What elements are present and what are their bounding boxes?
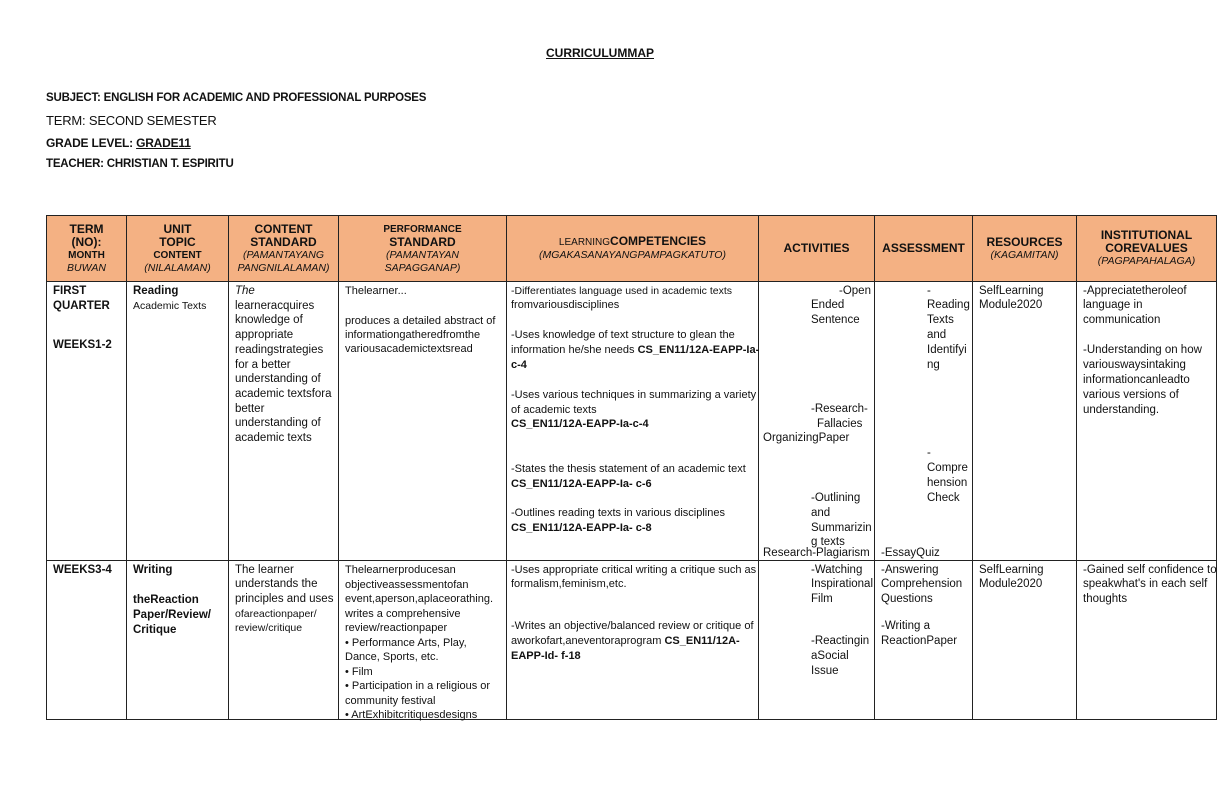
content-standard-cell xyxy=(229,282,339,561)
header-activities: ACTIVITIES xyxy=(759,216,875,282)
cell-line: academic texts xyxy=(235,432,312,444)
cell-line: review/reactionpaper xyxy=(345,622,448,634)
cell-line: readingstrategies xyxy=(235,343,324,356)
assessment-cell: - Reading Texts and Identifyi ng - Compre hension Check -EssayQuiz xyxy=(875,282,973,561)
cell-line: community festival xyxy=(345,694,436,707)
term-cell: FIRST QUARTER WEEKS1-2 xyxy=(47,282,127,561)
table-row xyxy=(47,282,1217,561)
performance-standard-cell: Thelearner... produces a detailed abstract of informationgatheredfromthe variousacademictextsread xyxy=(339,282,507,561)
assessment-cell: -Answering Comprehension Questions -Writing a ReactionPaper xyxy=(875,561,973,720)
term-line: TERM: SECOND SEMESTER xyxy=(46,113,217,128)
cell-line: objectiveassessmentofan xyxy=(345,578,469,591)
core-values-cell: -Appreciatetheroleof language in communication -Understanding on how variouswaysintaking informationcanleadto various versions of understanding. xyxy=(1077,282,1217,561)
cell-line: • Performance Arts, Play, xyxy=(345,636,467,649)
cell-line: better xyxy=(235,402,265,415)
cell-line: writes a comprehensive xyxy=(345,607,461,620)
resources-cell: SelfLearning Module2020 xyxy=(973,282,1077,561)
activities-cell: -Open Ended Sentence -Research- Fallacies OrganizingPaper -Outlining and Summarizin g texts Research-Plagiarism xyxy=(759,282,875,561)
cell-line: The xyxy=(235,285,255,297)
term-cell: WEEKS3-4 xyxy=(47,561,127,720)
competencies-cell: -Differentiates language used in academic texts fromvariousdisciplines -Uses knowledge of text structure to glean the information he/she needs CS_EN11/12A-EAPP-Ia- c-4 -Uses various techniques in summarizing a variety of academic texts CS_EN11/12A-EAPP-Ia-c-4 -States the thesis statement of an academic text CS_EN11/12A-EAPP-Ia- c-6 -Outlines reading texts in various disciplines CS_EN11/12A-EAPP-Ia- c-8 xyxy=(507,282,759,561)
unit-cell: Writing theReaction Paper/Review/ Critique xyxy=(127,561,229,720)
table-row xyxy=(47,561,1217,720)
cell-line: appropriate xyxy=(235,329,294,342)
activities-cell: -Watching Inspirational Film -Reactingin aSocial Issue xyxy=(759,561,875,720)
cell-line: learneracquires xyxy=(235,299,315,312)
cell-line: • Participation in a religious or xyxy=(345,680,491,692)
cell-line: for a better xyxy=(235,358,291,371)
performance-standard-cell xyxy=(339,561,507,720)
cell-line: understanding of xyxy=(235,373,321,386)
cell-line: event,aperson,aplaceorathing. xyxy=(345,593,493,605)
header-unit: UNIT TOPIC CONTENT (NILALAMAN) xyxy=(127,216,229,282)
cell-line: • ArtExhibitcritiquesdesigns xyxy=(345,709,478,721)
grade-label: GRADE LEVEL: xyxy=(46,136,137,150)
cell-line: Dance, Sports, etc. xyxy=(345,651,439,663)
header-core-values: INSTITUTIONAL COREVALUES (PAGPAPAHALAGA) xyxy=(1077,216,1217,282)
header-row xyxy=(47,216,1217,282)
resources-cell: SelfLearning Module2020 xyxy=(973,561,1077,720)
cell-line: Thelearnerproducesan xyxy=(345,564,456,576)
header-assessment: ASSESSMENT xyxy=(875,216,973,282)
header-resources: RESOURCES (KAGAMITAN) xyxy=(973,216,1077,282)
header-competencies: LEARNINGCOMPETENCIES (MGAKASANAYANGPAMPAGKATUTO) xyxy=(507,216,759,282)
curriculum-table xyxy=(46,215,1217,720)
header-content-standard: CONTENT STANDARD (PAMANTAYANG PANGNILALAMAN) xyxy=(229,216,339,282)
cell-line: knowledge of xyxy=(235,314,303,327)
unit-cell: Reading Academic Texts xyxy=(127,282,229,561)
header-term: TERM (NO): MONTH BUWAN xyxy=(47,216,127,282)
cell-line: understanding of xyxy=(235,417,321,430)
teacher-line: TEACHER: CHRISTIAN T. ESPIRITU xyxy=(46,158,234,170)
header-performance-standard: PERFORMANCE STANDARD (PAMANTAYAN SAPAGGANAP) xyxy=(339,216,507,282)
cell-line: academic textsfora xyxy=(235,387,332,400)
core-values-cell: -Gained self confidence to speakwhat's in each self thoughts xyxy=(1077,561,1217,720)
cell-line: • Film xyxy=(345,665,373,678)
grade-value: GRADE11 xyxy=(136,136,191,150)
content-standard-cell: The learner understands the principles and uses ofareactionpaper/ review/critique xyxy=(229,561,339,720)
competencies-cell: -Uses appropriate critical writing a critique such as formalism,feminism,etc. -Writes an objective/balanced review or critique of aworkofart,aneventoraprogram CS_EN11/12A- EAPP-Id- f-18 xyxy=(507,561,759,720)
subject-line: SUBJECT: ENGLISH FOR ACADEMIC AND PROFESSIONAL PURPOSES xyxy=(46,92,427,104)
document-title: CURRICULUMMAP xyxy=(546,46,654,60)
